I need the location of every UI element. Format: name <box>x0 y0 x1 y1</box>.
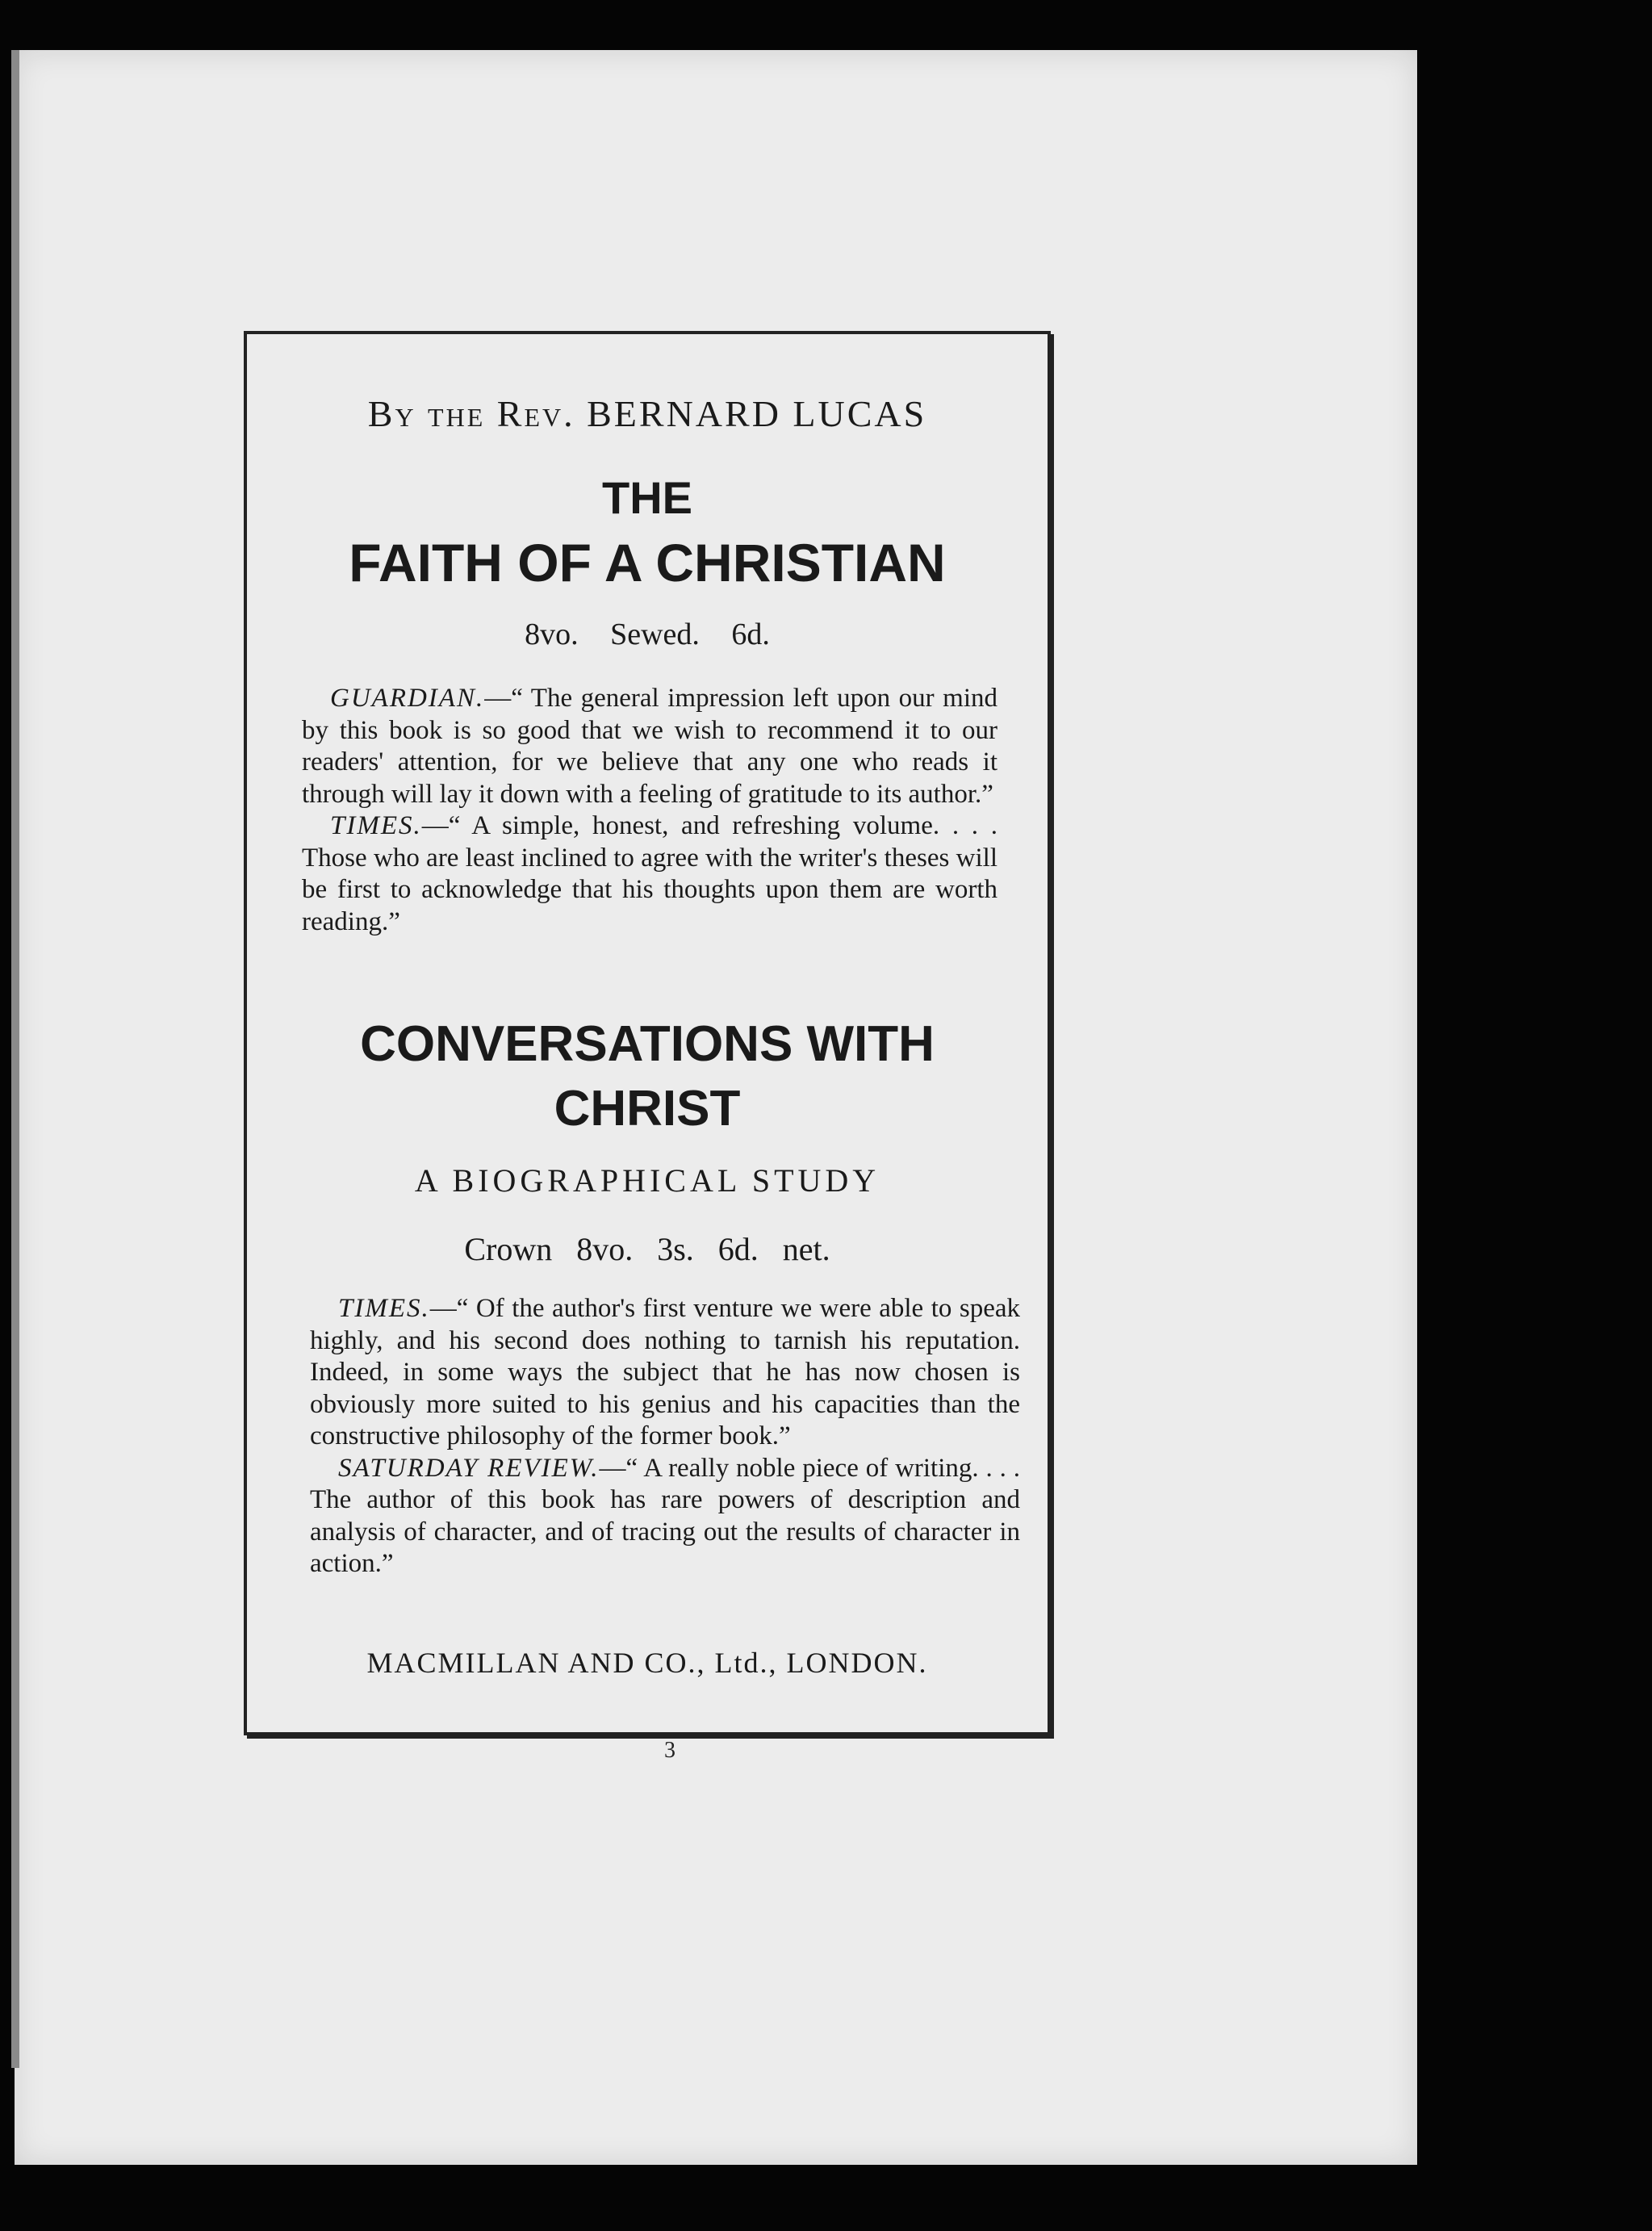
page-spine-edge <box>11 50 19 2068</box>
review-source: TIMES. <box>330 811 422 840</box>
review-source: GUARDIAN. <box>330 684 485 713</box>
book2-reviews <box>310 1293 1020 1580</box>
review-paragraph <box>302 683 997 810</box>
review-text: —“ A really noble piece of writing. . . . The author of this book has rare powers of description and analysis of character, and of tracing out the results of character in action.” <box>310 1453 1020 1578</box>
author-line <box>247 392 1048 435</box>
advertisement-box <box>244 331 1051 1735</box>
review-source: TIMES. <box>338 1294 430 1323</box>
book1-title-line2: FAITH OF A CHRISTIAN <box>349 533 946 592</box>
review-paragraph <box>302 810 997 938</box>
publisher-line: MACMILLAN AND CO., Ltd., LONDON. <box>366 1647 928 1679</box>
book2-subtitle: A BIOGRAPHICAL STUDY <box>414 1162 880 1199</box>
book2-title-line2: CHRIST <box>554 1081 741 1136</box>
page-number: 3 <box>664 1738 675 1763</box>
book1-reviews <box>302 683 997 938</box>
review-text: —“ A simple, honest, and refreshing volume. . . . Those who are least inclined to agree with the writer's theses will be first to acknowledge that his thoughts upon them are worth reading.” <box>302 811 997 936</box>
author-prefix: By the Rev. <box>367 393 575 434</box>
book2-price: Crown 8vo. 3s. 6d. net. <box>464 1231 830 1267</box>
book1-title-line1: THE <box>602 472 692 523</box>
book2-title-line1: CONVERSATIONS WITH <box>360 1016 935 1072</box>
review-text: —“ Of the author's first venture we were able to speak highly, and his second does nothing to tarnish his reputation. Indeed, in some ways the subject that he has now chosen is obviously more suited to his genius and his capacities than the constructive philosophy of the former book.” <box>310 1294 1020 1450</box>
book1-price: 8vo. Sewed. 6d. <box>525 617 770 651</box>
review-source: SATURDAY REVIEW. <box>338 1453 600 1483</box>
review-paragraph <box>310 1453 1020 1580</box>
review-text: —“ The general impression left upon our mind by this book is so good that we wish to recommend it to our readers' attention, for we believe that any one who reads it through will lay it down with a feeling of gratitude to its author.” <box>302 684 997 809</box>
review-paragraph <box>310 1293 1020 1453</box>
author-name: BERNARD LUCAS <box>587 393 927 434</box>
book2-title <box>247 1012 1048 1141</box>
